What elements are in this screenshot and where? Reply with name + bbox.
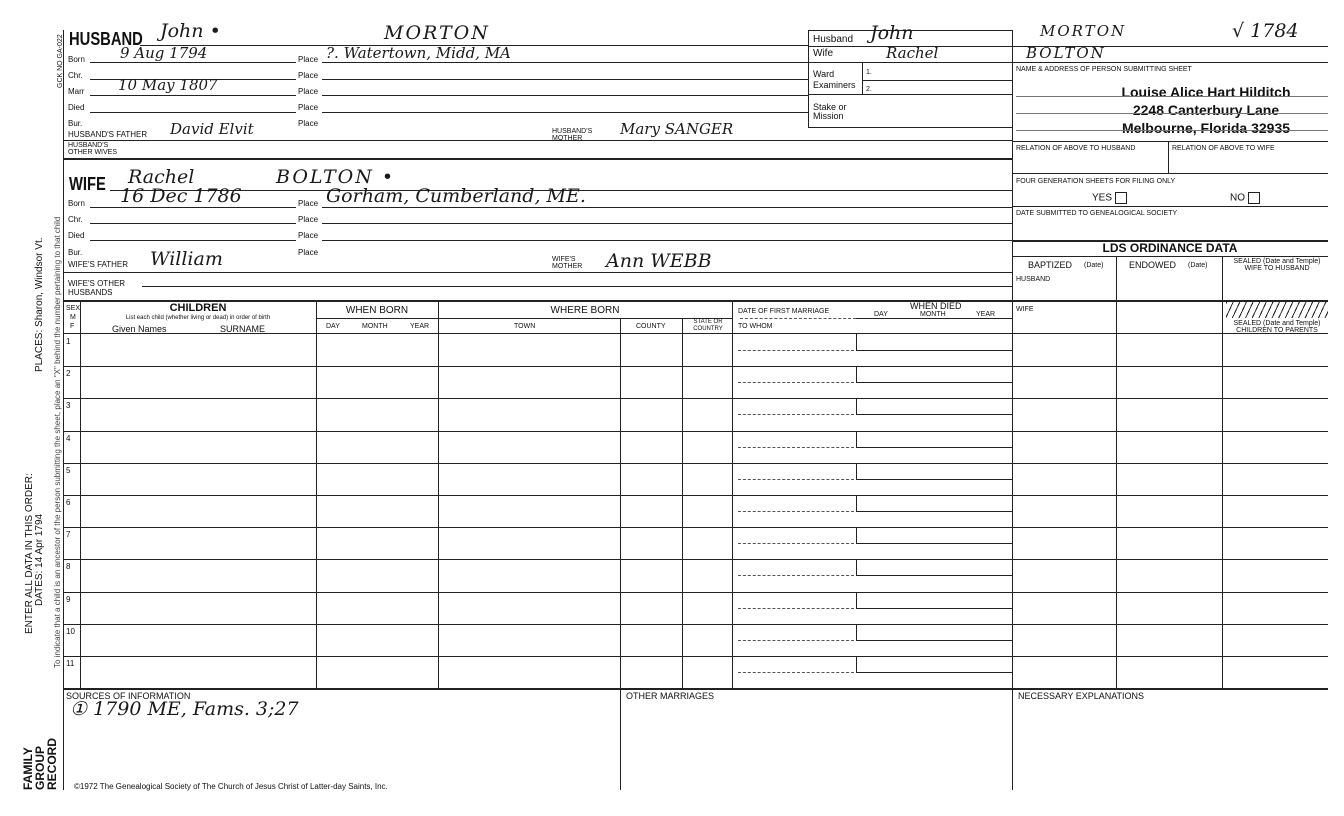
- four-gen-no[interactable]: [1230, 192, 1260, 204]
- sources-label: SOURCES OF INFORMATION: [66, 691, 191, 701]
- child-row-number: 11: [66, 659, 75, 668]
- child-row-line: [64, 431, 1328, 432]
- child-died-field[interactable]: [856, 463, 1013, 480]
- line: [64, 158, 1012, 160]
- child-row-number: 5: [66, 466, 71, 475]
- lds-sealed-children: SEALED (Date and Temple) CHILDREN TO PARENTS: [1233, 320, 1321, 334]
- no-checkbox[interactable]: [1248, 192, 1260, 204]
- wife-father[interactable]: William: [150, 248, 223, 270]
- line: [856, 318, 1012, 319]
- when-born-label: WHEN BORN: [345, 305, 409, 316]
- line: [322, 112, 808, 113]
- child-row-line: [64, 527, 1328, 528]
- child-marriage-line: [738, 382, 854, 383]
- child-died-field[interactable]: [856, 559, 1013, 576]
- where-born-label: WHERE BORN: [550, 305, 620, 316]
- child-marriage-line: [738, 511, 854, 512]
- child-died-field[interactable]: [856, 624, 1013, 641]
- header-box-left: [808, 30, 809, 128]
- first-marriage-label: DATE OF FIRST MARRIAGE: [738, 308, 830, 315]
- no-label: NO: [1230, 192, 1245, 204]
- line: [322, 240, 1012, 241]
- surname-label: SURNAME: [220, 324, 266, 334]
- places-note: PLACES: Sharon, Windsor Vt.: [34, 237, 45, 372]
- sex-label: SEX: [66, 305, 81, 312]
- line: [1012, 141, 1328, 142]
- child-row-line: [64, 366, 1328, 367]
- husband-other-wives-label: HUSBAND'S OTHER WIVES: [68, 142, 118, 156]
- husband-marr-label: Marr: [68, 87, 85, 96]
- form-title: FAMILY GROUP RECORD: [21, 737, 59, 790]
- relation-divider: [1168, 141, 1169, 173]
- relation-wife-label: RELATION OF ABOVE TO WIFE: [1172, 145, 1275, 152]
- line: [90, 62, 296, 63]
- line: [808, 62, 1328, 63]
- footer-divider: [620, 688, 621, 790]
- child-marriage-line: [738, 414, 854, 415]
- line: [1016, 96, 1328, 97]
- line: [142, 286, 1012, 287]
- husband-chr-label: Chr.: [68, 71, 83, 80]
- line: [316, 318, 438, 319]
- husband-mother[interactable]: Mary SANGER: [620, 120, 734, 138]
- copyright: ©1972 The Genealogical Society of The Church of Jesus Christ of Latter-day Saints, Inc.: [74, 782, 388, 791]
- children-instruction: List each child (whether living or dead) in order of birth: [125, 315, 271, 321]
- ward-label: Ward: [813, 69, 835, 79]
- born-year-label: YEAR: [410, 323, 430, 330]
- stake-label: Stake or Mission: [813, 102, 847, 121]
- husband-heading: HUSBAND: [69, 29, 143, 49]
- husband-born-place[interactable]: ?. Watertown, Midd, MA: [326, 44, 511, 62]
- wife-born-place[interactable]: Gorham, Cumberland, ME.: [326, 185, 586, 207]
- wife-father-label: WIFE'S FATHER: [68, 260, 129, 269]
- line: [90, 207, 296, 208]
- lds-hatched-cell: [1226, 302, 1328, 318]
- born-month-label: MONTH: [362, 323, 388, 330]
- lds-sealed-wife: SEALED (Date and Temple) WIFE TO HUSBAND: [1233, 258, 1321, 272]
- husband-father-label: HUSBAND'S FATHER: [68, 130, 148, 139]
- header-wife-label: Wife: [813, 48, 833, 59]
- child-row-line: [64, 398, 1328, 399]
- husband-bur-label: Bur.: [68, 119, 83, 128]
- county-divider: [682, 318, 683, 688]
- line: [64, 688, 1328, 690]
- wife-mother-label: WIFE'S MOTHER: [552, 256, 583, 270]
- child-died-field[interactable]: [856, 334, 1013, 351]
- lds-husband: HUSBAND: [1016, 276, 1051, 283]
- header-husband-given[interactable]: John: [870, 22, 914, 44]
- header-husband-label: Husband: [813, 34, 854, 45]
- examiners-divider: [862, 62, 863, 94]
- child-row-number: 2: [66, 369, 71, 378]
- enter-order-note: ENTER ALL DATA IN THIS ORDER:: [24, 473, 35, 634]
- wife-died-label: Died: [68, 231, 85, 240]
- born-day-label: DAY: [326, 323, 340, 330]
- husband-bur-place-label: Place: [298, 119, 319, 128]
- line: [90, 240, 296, 241]
- child-row-number: 9: [66, 595, 71, 604]
- line: [64, 272, 1012, 273]
- town-divider: [620, 318, 621, 688]
- explanations-label: NECESSARY EXPLANATIONS: [1018, 691, 1145, 701]
- line: [322, 79, 808, 80]
- child-marriage-line: [738, 447, 854, 448]
- lds-wife: WIFE: [1016, 306, 1034, 313]
- examiners-label: Examiners: [813, 80, 856, 90]
- children-title: CHILDREN: [169, 302, 227, 314]
- line: [90, 223, 296, 224]
- child-marriage-line: [738, 608, 854, 609]
- ancestor-instruction: To indicate that a child is an ancestor of the person submitting the sheet, place an "X" behind the number pertaining to that child: [53, 216, 62, 668]
- sources-entry[interactable]: ① 1790 ME, Fams. 3;27: [70, 698, 299, 720]
- given-names-label: Given Names: [112, 324, 167, 334]
- wife-born-date[interactable]: 16 Dec 1786: [120, 185, 242, 207]
- wife-bur-label: Bur.: [68, 248, 83, 257]
- child-row-line: [64, 592, 1328, 593]
- child-died-field[interactable]: [856, 398, 1013, 415]
- child-row-number: 7: [66, 530, 71, 539]
- line: [1016, 130, 1328, 131]
- header-wife-given[interactable]: Rachel: [886, 44, 939, 62]
- wife-born-label: Born: [68, 199, 85, 208]
- yes-checkbox[interactable]: [1115, 192, 1127, 204]
- submitter-label: NAME & ADDRESS OF PERSON SUBMITTING SHEET: [1016, 66, 1192, 73]
- child-marriage-line: [738, 543, 854, 544]
- to-whom-label: TO WHOM: [738, 323, 773, 330]
- died-day-label: DAY: [874, 311, 888, 318]
- submitter-name: Louise Alice Hart Hilditch: [1121, 84, 1291, 100]
- child-died-field[interactable]: [856, 527, 1013, 544]
- died-month-label: MONTH: [920, 311, 946, 318]
- wife-mother[interactable]: Ann WEBB: [606, 250, 712, 272]
- when-died-label: WHEN DIED: [910, 301, 962, 311]
- child-died-field[interactable]: [856, 431, 1013, 448]
- relation-husband-label: RELATION OF ABOVE TO HUSBAND: [1016, 145, 1136, 152]
- line: [64, 333, 1328, 334]
- date-submitted-label: DATE SUBMITTED TO GENEALOGICAL SOCIETY: [1016, 210, 1178, 217]
- husband-marr-place-label: Place: [298, 87, 319, 96]
- verified-mark: √ 1784: [1232, 20, 1299, 42]
- line: [808, 94, 1012, 95]
- left-frame: [63, 30, 64, 790]
- child-marriage-line: [738, 479, 854, 480]
- form-code: GCK NO GA-022: [57, 34, 64, 88]
- line: [1012, 173, 1328, 174]
- line: [64, 140, 1012, 141]
- line: [322, 62, 808, 63]
- examiner-2: 2.: [866, 86, 872, 93]
- line: [1016, 113, 1328, 114]
- wife-chr-place-label: Place: [298, 215, 319, 224]
- line: [322, 223, 1012, 224]
- dates-note: DATES: 14 Apr 1794: [34, 513, 45, 606]
- wife-chr-label: Chr.: [68, 215, 83, 224]
- child-row-number: 3: [66, 401, 71, 410]
- child-marriage-line: [738, 640, 854, 641]
- child-row-number: 10: [66, 627, 75, 636]
- husband-mother-label: HUSBAND'S MOTHER: [552, 128, 593, 142]
- child-marriage-line: [738, 672, 854, 673]
- header-husband-surname[interactable]: MORTON: [1040, 22, 1127, 40]
- child-died-field[interactable]: [856, 495, 1013, 512]
- child-row-line: [64, 624, 1328, 625]
- wife-died-place-label: Place: [298, 231, 319, 240]
- wife-born-place-label: Place: [298, 199, 319, 208]
- lds-endowed-date: (Date): [1188, 262, 1208, 269]
- child-row-number: 6: [66, 498, 71, 507]
- line: [90, 95, 296, 96]
- line: [808, 127, 1012, 128]
- husband-given-name[interactable]: John •: [160, 20, 221, 42]
- header-wife-surname[interactable]: BOLTON: [1026, 44, 1106, 62]
- child-marriage-line: [738, 350, 854, 351]
- lds-baptized-date: (Date): [1084, 262, 1104, 269]
- husband-chr-place-label: Place: [298, 71, 319, 80]
- line: [322, 95, 808, 96]
- line: [322, 207, 1012, 208]
- line: [90, 112, 296, 113]
- four-gen-label: FOUR GENERATION SHEETS FOR FILING ONLY: [1016, 178, 1176, 185]
- four-gen-yes[interactable]: [1092, 192, 1127, 204]
- child-died-field[interactable]: [856, 366, 1013, 383]
- died-year-label: YEAR: [976, 311, 996, 318]
- town-label: TOWN: [514, 323, 536, 330]
- submitter-street: 2248 Canterbury Lane: [1132, 102, 1280, 118]
- state-label: STATE OR COUNTRY: [693, 319, 723, 332]
- wife-heading: WIFE: [69, 174, 106, 194]
- child-row-line: [64, 495, 1328, 496]
- child-row-line: [64, 656, 1328, 657]
- county-label: COUNTY: [636, 323, 666, 330]
- husband-born-date[interactable]: 9 Aug 1794: [120, 44, 208, 62]
- line: [862, 80, 1012, 81]
- child-died-field[interactable]: [856, 592, 1013, 609]
- child-died-field[interactable]: [856, 656, 1013, 673]
- examiner-1: 1.: [866, 69, 872, 76]
- line: [1012, 256, 1328, 257]
- husband-died-place-label: Place: [298, 103, 319, 112]
- lds-endowed: ENDOWED: [1129, 260, 1176, 270]
- husband-born-place-label: Place: [298, 55, 319, 64]
- child-marriage-line: [738, 575, 854, 576]
- lds-title: LDS ORDINANCE DATA: [1102, 241, 1238, 255]
- husband-marr-date[interactable]: 10 May 1807: [118, 76, 218, 94]
- child-row-line: [64, 463, 1328, 464]
- child-row-number: 1: [66, 337, 71, 346]
- child-row-number: 8: [66, 562, 71, 571]
- husband-father[interactable]: David Elvit: [170, 120, 254, 138]
- sex-m-label: M: [70, 314, 76, 321]
- sex-f-label: F: [70, 323, 75, 330]
- wife-other-husbands-label: WIFE'S OTHER HUSBANDS: [68, 279, 126, 297]
- line: [1012, 206, 1328, 207]
- dash-line: [740, 318, 856, 319]
- wife-surname[interactable]: BOLTON •: [276, 166, 396, 188]
- child-row-line: [64, 559, 1328, 560]
- husband-died-label: Died: [68, 103, 85, 112]
- wife-given-name[interactable]: Rachel: [128, 166, 195, 188]
- other-marriages-label: OTHER MARRIAGES: [626, 691, 715, 701]
- wife-bur-place-label: Place: [298, 248, 319, 257]
- husband-born-label: Born: [68, 55, 85, 64]
- child-row-number: 4: [66, 434, 71, 443]
- submitter-city: Melbourne, Florida 32935: [1121, 120, 1291, 136]
- lds-baptized: BAPTIZED: [1028, 260, 1073, 270]
- husband-surname[interactable]: MORTON: [384, 22, 490, 44]
- yes-label: YES: [1092, 192, 1113, 204]
